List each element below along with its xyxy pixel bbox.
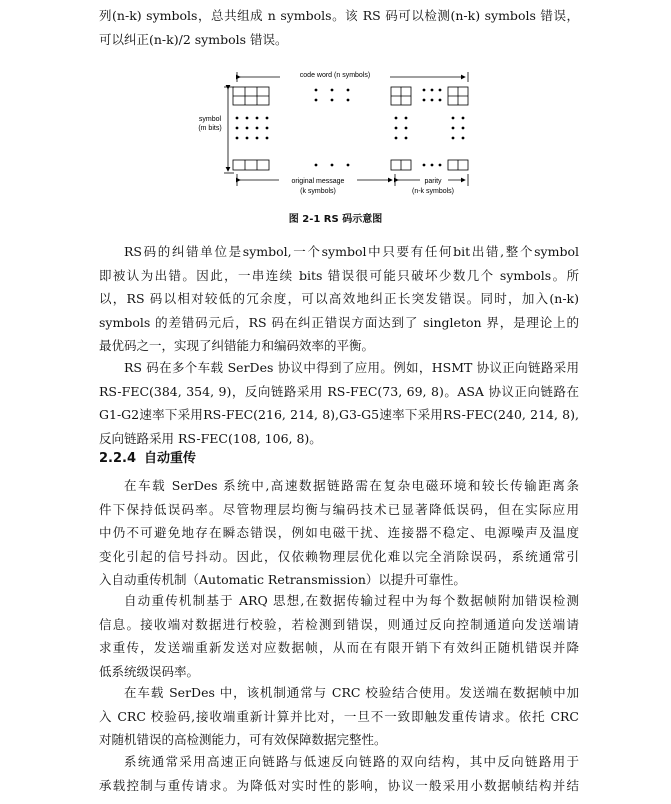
- rs-code-diagram: [188, 62, 478, 204]
- text-line: 入 CRC 校验码,接收端重新计算并比对，一旦不一致即触发重传请求。依托 CRC: [99, 708, 579, 724]
- bottom-right-dots: [423, 164, 442, 167]
- text-line: RS码的纠错单位是symbol,一个symbol中只要有任何bit出错,整个symbol: [124, 244, 579, 259]
- text-line: 件下保持低误码率。尽管物理层均衡与编码技术已显著降低误码，但在实际应用: [99, 501, 579, 517]
- text-line: 反向链路采用 RS-FEC(108, 106, 8)。: [99, 430, 322, 446]
- figure-caption: 图 2-1 RS 码示意图: [288, 214, 383, 225]
- text-line: 变化引起的信号抖动。因此，仅依赖物理层优化难以完全消除误码，系统通常引: [99, 548, 579, 564]
- intro-paragraph: [99, 4, 579, 51]
- text-line: 求重传，发送端重新发送对应数据帧，从而在有限开销下有效纠正随机错误并降: [99, 640, 579, 655]
- bottom-middle-dots: [315, 164, 350, 167]
- text-line: 以，RS 码以相对较低的冗余度，可以高效地纠正长突发错误。同时，加入(n-k): [99, 291, 579, 306]
- symbol-label: symbol: [198, 116, 222, 123]
- middle-left-dots: [236, 117, 269, 140]
- top-right-symbol: [448, 87, 468, 105]
- top-middle-dots: [315, 89, 350, 102]
- paragraph-auto-retransmission-intro: [99, 474, 579, 592]
- text-line: 最优码之一，实现了纠错能力和编码效率的平衡。: [99, 338, 375, 353]
- text-line: 中仍不可避免地存在瞬态错误，例如电磁干扰、连接器不稳定、电源噪声及温度: [99, 525, 579, 540]
- paragraph-arq-mechanism: [99, 589, 579, 683]
- text-line: 承载控制与重传请求。为降低对实时性的影响，协议一般采用小数据帧结构并结: [99, 777, 579, 793]
- paragraph-crc: [99, 681, 579, 752]
- text-line: 对随机错误的高检测能力，可有效保障数据完整性。: [99, 732, 387, 747]
- section-number: 2.2.4: [99, 451, 137, 466]
- parity-count-label: (n-k symbols): [411, 188, 455, 195]
- text-line: symbols 的差错码元后，RS 码在纠正错误方面达到了 singleton 界，是理论上的: [99, 314, 579, 330]
- paragraph-rs-error-unit: [99, 240, 579, 358]
- text-line: 列(n-k) symbols，总共组成 n symbols。该 RS 码可以检测(n-k) symbols 错误，: [99, 8, 579, 23]
- section-title: 自动重传: [144, 451, 197, 466]
- message-label: original message: [291, 178, 345, 185]
- message-count-label: (k symbols): [300, 188, 336, 195]
- middle-parity-dots: [395, 117, 408, 140]
- parity-label: parity: [424, 178, 442, 185]
- bottom-parity-symbol: [391, 160, 411, 170]
- text-line: 可以纠正(n-k)/2 symbols 错误。: [99, 31, 288, 47]
- text-line: 在车载 SerDes 中，该机制通常与 CRC 校验结合使用。发送端在数据帧中加: [124, 685, 579, 700]
- text-line: 自动重传机制基于 ARQ 思想,在数据传输过程中为每个数据帧附加错误检测: [124, 593, 579, 608]
- code-word-label: code word (n symbols): [299, 72, 371, 79]
- text-line: 入自动重传机制（Automatic Retransmission）以提升可靠性。: [99, 572, 466, 587]
- text-line: 信息。接收端对数据进行校验，若检测到错误，则通过反向控制通道向发送端请: [99, 616, 579, 632]
- text-line: RS 码在多个车载 SerDes 协议中得到了应用。例如，HSMT 协议正向链路采用: [124, 360, 579, 375]
- text-line: 低系统级误码率。: [99, 663, 200, 679]
- text-line: RS-FEC(384, 354, 9)，反向链路采用 RS-FEC(73, 69, 8)。ASA 协议正向链路在: [99, 383, 579, 399]
- middle-right-dots: [452, 117, 465, 140]
- text-line: G1-G2速率下采用RS-FEC(216, 214, 8),G3-G5速率下采用RS-FEC(240, 214, 8),: [99, 407, 579, 422]
- text-line: 在车载 SerDes 系统中,高速数据链路需在复杂电磁环境和较长传输距离条: [124, 478, 579, 493]
- bottom-right-symbol: [448, 160, 468, 170]
- text-line: 即被认为出错。因此，一串连续 bits 错误很可能只破坏少数几个 symbols。所: [99, 267, 579, 283]
- top-right-dots: [423, 89, 442, 102]
- paragraph-bidirectional: [99, 750, 579, 797]
- symbol-bits-label: (m bits): [198, 125, 222, 132]
- text-line: 系统通常采用高速正向链路与低速反向链路的双向结构，其中反向链路用于: [124, 754, 579, 769]
- section-heading: [99, 449, 196, 469]
- top-parity-symbol: [391, 87, 411, 105]
- top-left-symbols: [233, 87, 269, 105]
- paragraph-rs-applications: [99, 356, 579, 450]
- bottom-left-symbols: [233, 160, 269, 170]
